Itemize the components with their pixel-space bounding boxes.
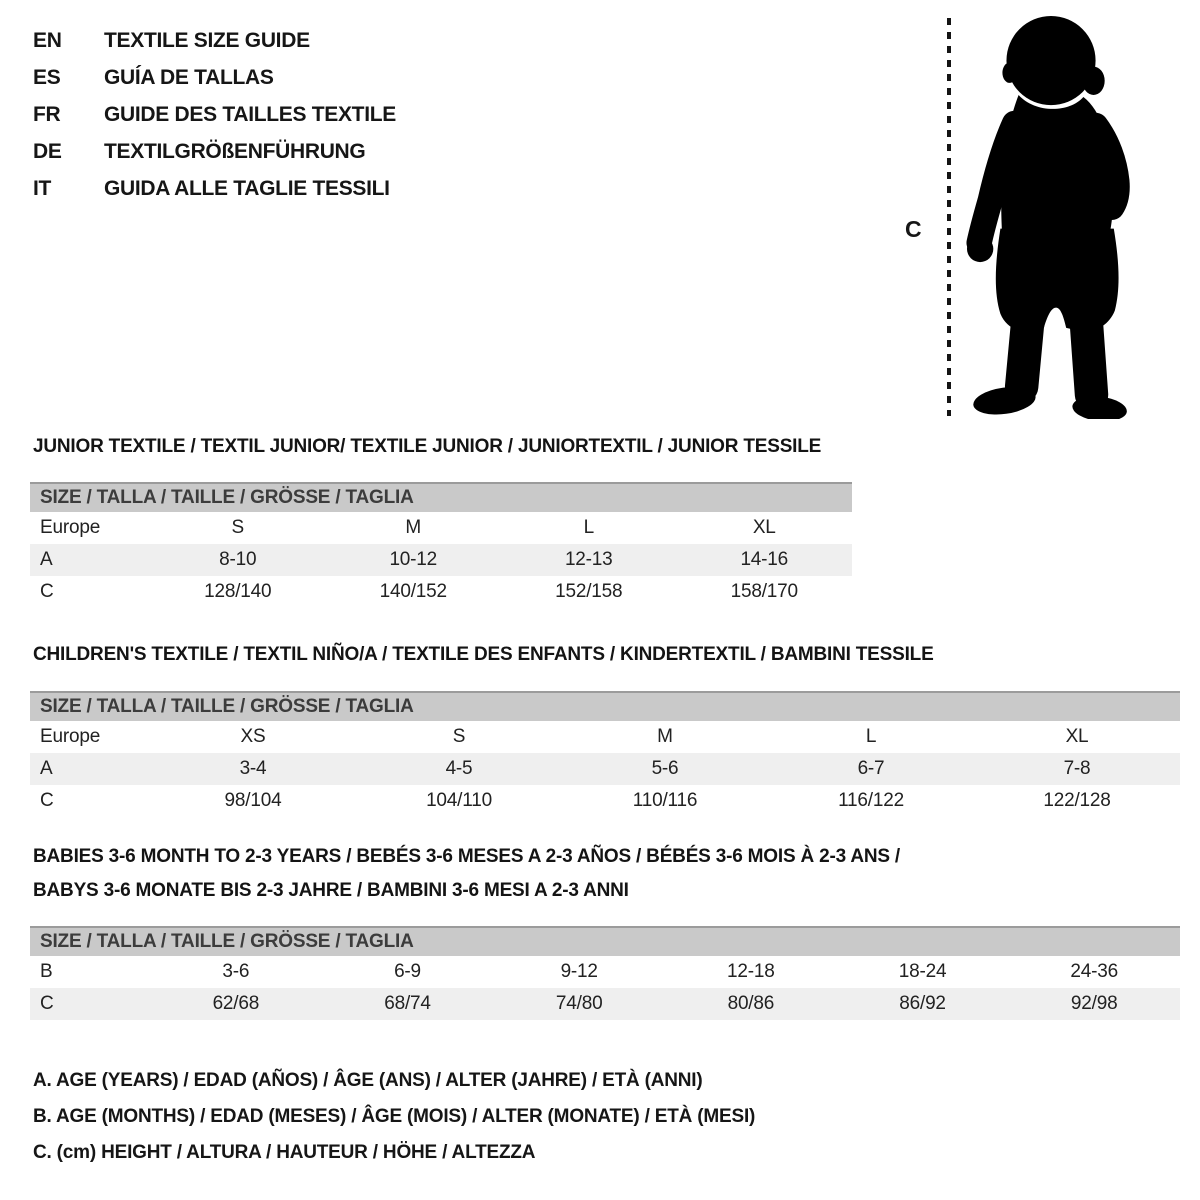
row-label: A: [40, 549, 53, 570]
table-cell: 92/98: [1070, 993, 1118, 1014]
lang-code: DE: [33, 139, 62, 163]
table-cell: 24-36: [1070, 961, 1118, 982]
lang-title: GUIDE DES TAILLES TEXTILE: [104, 102, 396, 126]
table-cell: 122/128: [1043, 790, 1111, 811]
table-cell: 6-9: [394, 961, 421, 982]
height-dashed-line: [947, 18, 951, 416]
table-cell: S: [231, 517, 244, 538]
lang-title: GUIDA ALLE TAGLIE TESSILI: [104, 176, 390, 200]
children-size-table: [30, 691, 1180, 817]
table-cell: S: [452, 726, 466, 747]
babies-section-title-line2: BABYS 3-6 MONATE BIS 2-3 JAHRE / BAMBINI 3-6 MESI A 2-3 ANNI: [33, 880, 629, 901]
footnote-b: B. AGE (MONTHS) / EDAD (MESES) / ÂGE (MOIS) / ALTER (MONATE) / ETÀ (MESI): [33, 1106, 756, 1127]
lang-row-it: [33, 170, 396, 207]
table-cell: XL: [752, 517, 776, 538]
table-row: [30, 753, 1180, 785]
children-section-title: CHILDREN'S TEXTILE / TEXTIL NIÑO/A / TEXTILE DES ENFANTS / KINDERTEXTIL / BAMBINI TESSILE: [33, 644, 934, 665]
lang-title: TEXTILE SIZE GUIDE: [104, 28, 310, 52]
row-label: B: [40, 961, 53, 982]
table-cell: 68/74: [384, 993, 431, 1014]
size-table-body: [30, 721, 1180, 817]
table-cell: 3-4: [239, 758, 267, 779]
table-row: [30, 988, 1180, 1020]
table-cell: 152/158: [555, 581, 623, 602]
table-cell: 62/68: [212, 993, 260, 1014]
table-cell: 12-18: [727, 961, 775, 982]
size-table-header: SIZE / TALLA / TAILLE / GRÖSSE / TAGLIA: [30, 926, 1180, 956]
table-cell: 86/92: [899, 993, 946, 1014]
size-table-body: [30, 512, 852, 608]
row-label: A: [40, 758, 53, 779]
junior-section-title: JUNIOR TEXTILE / TEXTIL JUNIOR/ TEXTILE JUNIOR / JUNIORTEXTIL / JUNIOR TESSILE: [33, 436, 822, 457]
table-cell: 3-6: [222, 961, 250, 982]
table-cell: 128/140: [204, 581, 272, 602]
size-table-body: [30, 956, 1180, 1020]
footnotes-block: [33, 1063, 755, 1171]
table-cell: M: [405, 517, 422, 538]
lang-code: EN: [33, 28, 62, 52]
table-row: [30, 785, 1180, 817]
babies-size-table: [30, 926, 1180, 1020]
table-row: [30, 721, 1180, 753]
table-cell: 10-12: [389, 549, 438, 570]
footnote-a: A. AGE (YEARS) / EDAD (AÑOS) / ÂGE (ANS) / ALTER (JAHRE) / ETÀ (ANNI): [33, 1070, 703, 1091]
lang-code: ES: [33, 65, 61, 89]
lang-title: TEXTILGRÖßENFÜHRUNG: [104, 139, 366, 163]
table-cell: XL: [1065, 726, 1089, 747]
table-cell: 12-13: [564, 549, 613, 570]
lang-code: IT: [33, 176, 52, 200]
table-row: [30, 956, 1180, 988]
lang-row-en: [33, 22, 396, 59]
table-row: [30, 576, 852, 608]
lang-title: GUÍA DE TALLAS: [104, 65, 274, 89]
row-label: C: [40, 790, 54, 811]
junior-size-table: [30, 482, 852, 608]
table-cell: 7-8: [1063, 758, 1091, 779]
row-label: Europe: [40, 726, 101, 747]
lang-row-fr: [33, 96, 396, 133]
footnote-c: C. (cm) HEIGHT / ALTURA / HAUTEUR / HÖHE / ALTEZZA: [33, 1142, 536, 1163]
lang-row-es: [33, 59, 396, 96]
table-cell: 8-10: [219, 549, 257, 570]
toddler-silhouette-icon: [962, 14, 1137, 419]
row-label: Europe: [40, 517, 101, 538]
table-cell: 14-16: [740, 549, 789, 570]
table-row: [30, 544, 852, 576]
height-measure-label: C: [905, 216, 922, 242]
table-cell: 158/170: [730, 581, 798, 602]
lang-code: FR: [33, 102, 61, 126]
table-cell: L: [583, 517, 594, 538]
table-cell: 4-5: [445, 758, 473, 779]
lang-row-de: [33, 133, 396, 170]
table-cell: L: [865, 726, 877, 747]
language-title-block: [33, 22, 396, 207]
table-cell: 6-7: [857, 758, 885, 779]
table-row: [30, 512, 852, 544]
size-table-header: SIZE / TALLA / TAILLE / GRÖSSE / TAGLIA: [30, 691, 1180, 721]
table-cell: 74/80: [555, 993, 603, 1014]
table-cell: 9-12: [560, 961, 598, 982]
table-cell: XS: [240, 726, 266, 747]
table-cell: 140/152: [379, 581, 447, 602]
table-cell: 110/116: [632, 790, 698, 811]
table-cell: 5-6: [651, 758, 679, 779]
row-label: C: [40, 993, 54, 1014]
babies-section-title-line1: BABIES 3-6 MONTH TO 2-3 YEARS / BEBÉS 3-6 MESES A 2-3 AÑOS / BÉBÉS 3-6 MOIS À 2-3 ANS /: [33, 846, 901, 867]
table-cell: 18-24: [898, 961, 947, 982]
table-cell: 80/86: [727, 993, 775, 1014]
size-table-header: SIZE / TALLA / TAILLE / GRÖSSE / TAGLIA: [30, 482, 852, 512]
height-measure-figure: [895, 0, 1195, 430]
table-cell: 116/122: [838, 790, 904, 811]
table-cell: M: [657, 726, 673, 747]
table-cell: 98/104: [224, 790, 282, 811]
row-label: C: [40, 581, 54, 602]
table-cell: 104/110: [426, 790, 492, 811]
